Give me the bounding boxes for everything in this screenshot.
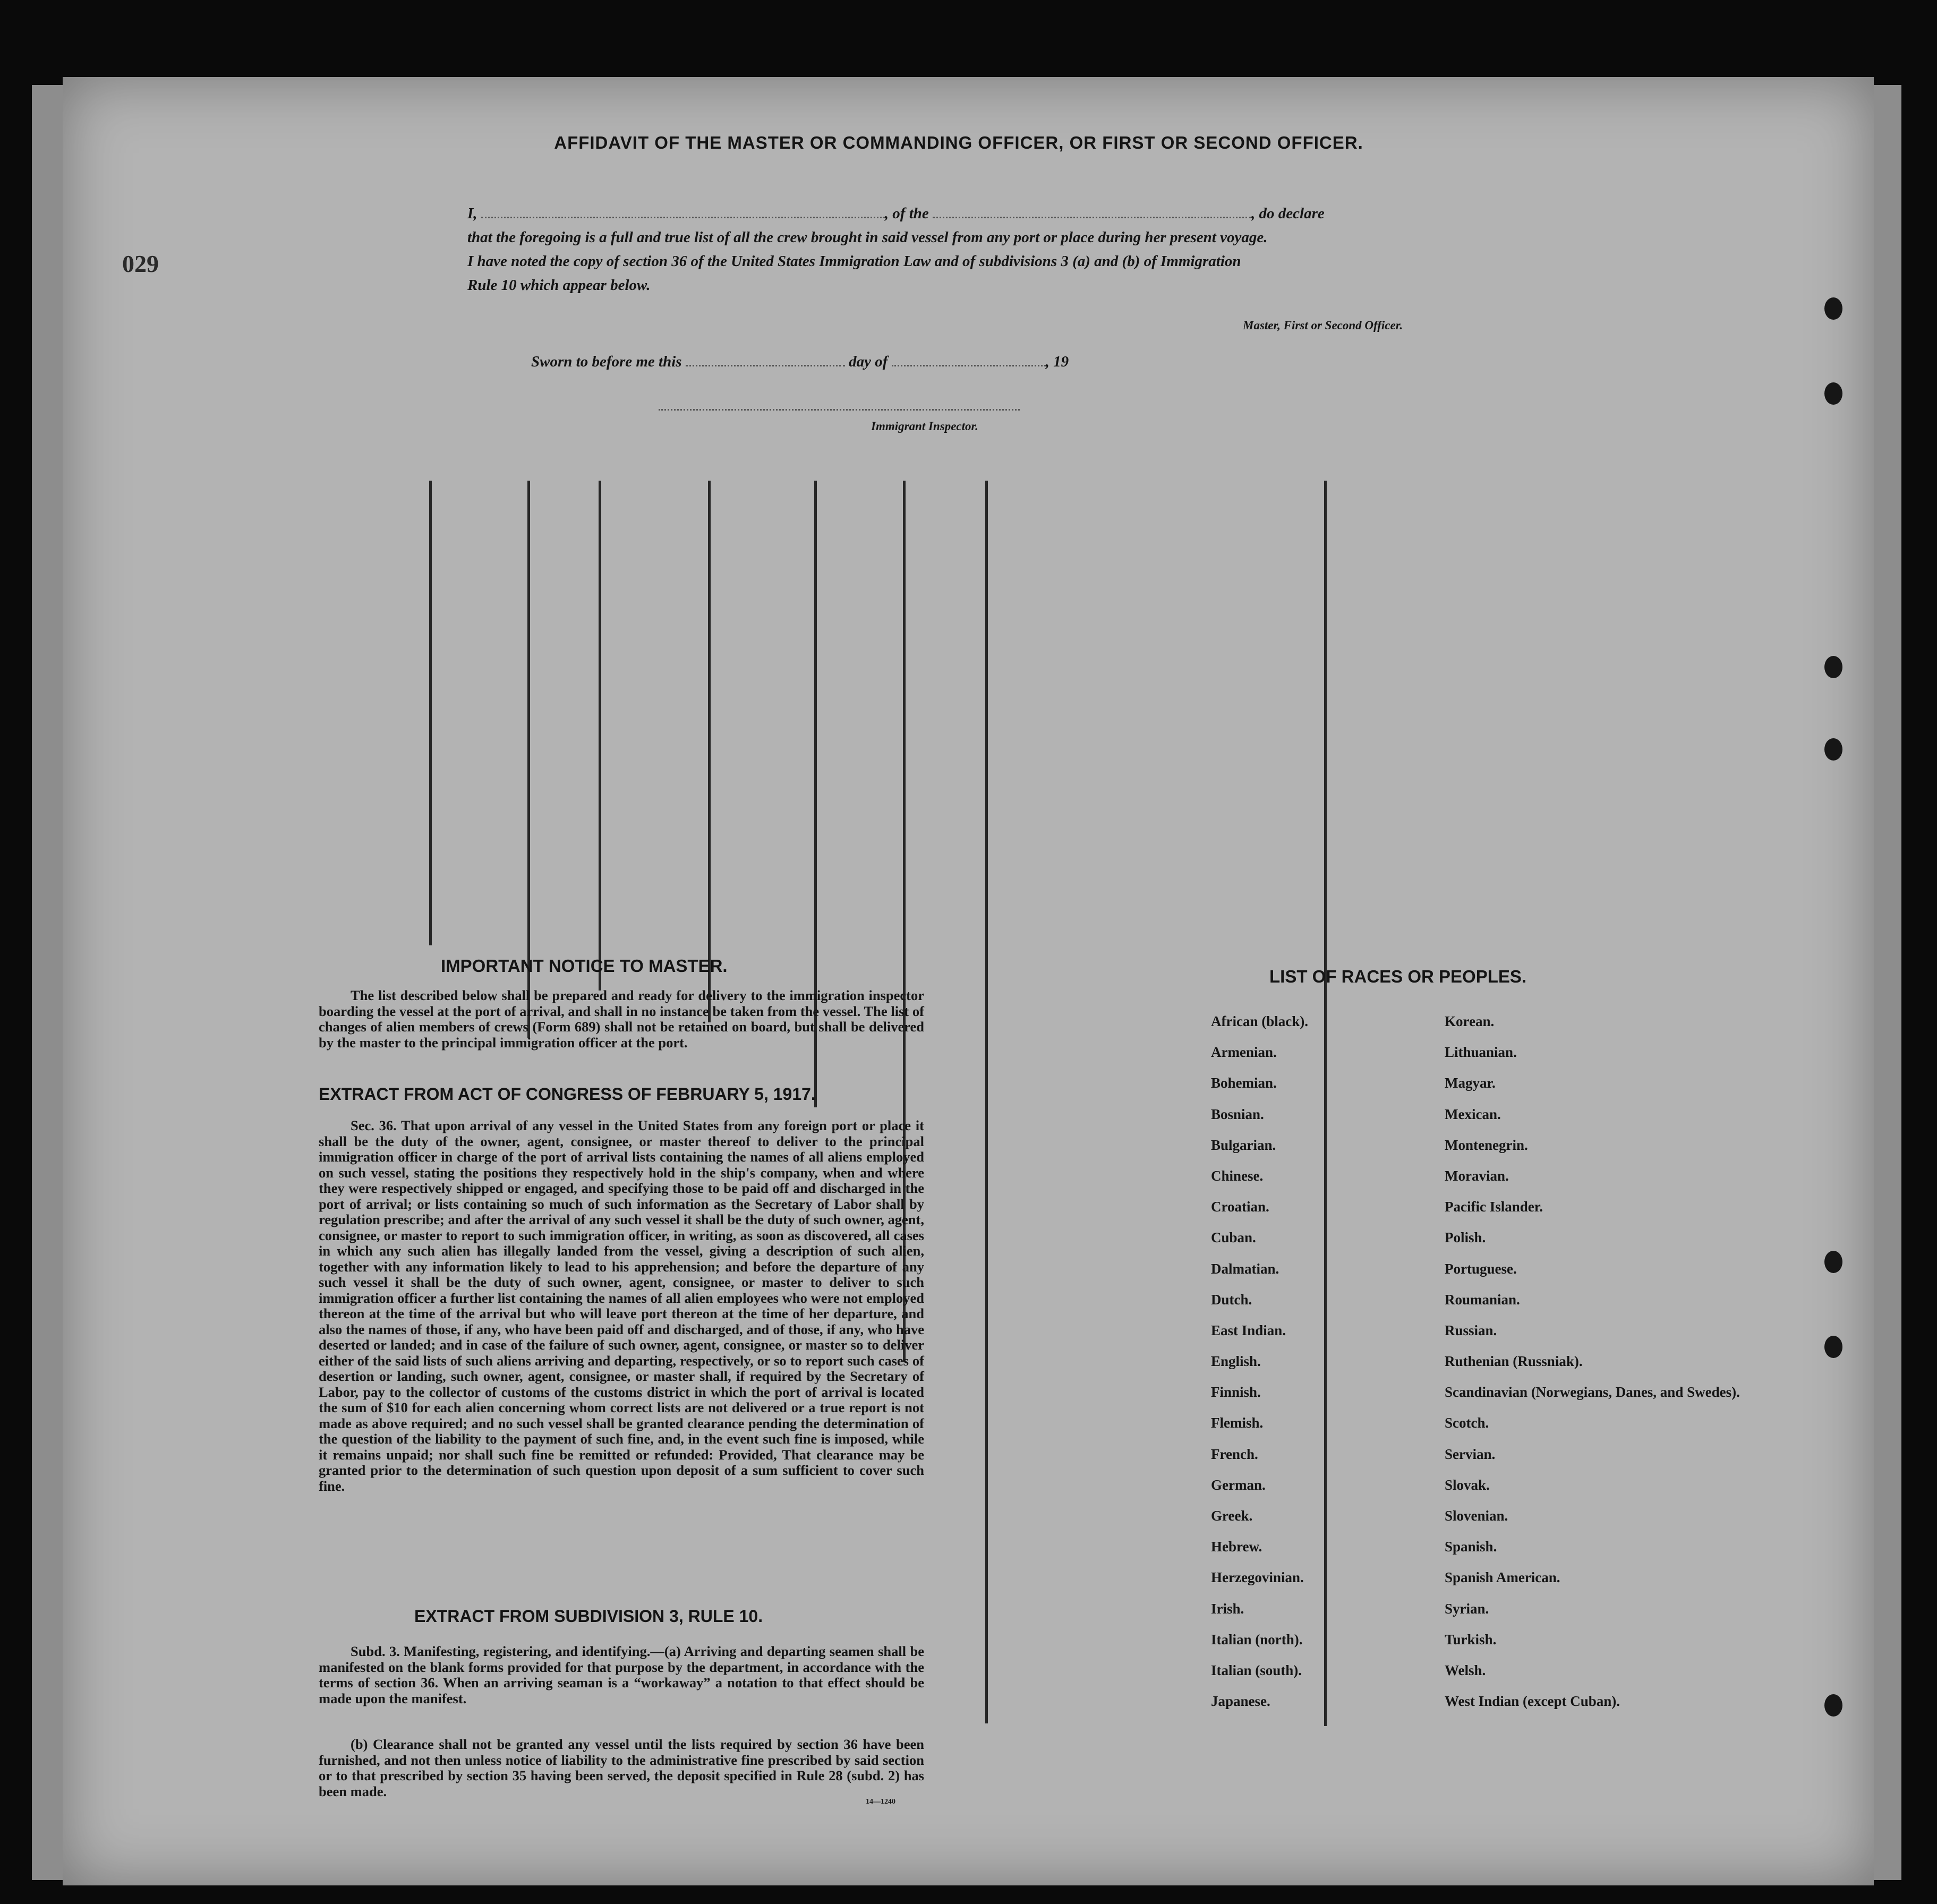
race-item: Lithuanian. [1445,1044,1517,1061]
race-item: Mexican. [1445,1106,1501,1122]
form-number: 14—1240 [866,1798,895,1806]
race-item: Syrian. [1445,1600,1489,1617]
declaration-line-4: Rule 10 which appear below. [467,277,651,294]
sworn-month-field[interactable] [892,353,1046,366]
race-item: East Indian. [1211,1322,1286,1338]
column-divider [985,481,988,1723]
sworn-day-field[interactable] [686,353,845,366]
affidavit-title: AFFIDAVIT OF THE MASTER OR COMMANDING OFFICER, OR FIRST OR SECOND OFFICER. [554,133,1363,152]
sworn-day-of: day of [849,353,888,370]
race-item: Montenegrin. [1445,1137,1528,1153]
declaration-do-declare: , do declare [1251,205,1325,222]
punch-hole [1824,1694,1842,1717]
column-divider [1324,481,1327,1726]
race-item: Finnish. [1211,1384,1261,1401]
declaration-i: I, [467,205,477,222]
signature-caption: Master, First or Second Officer. [1243,319,1403,332]
declaration-line-3: I have noted the copy of section 36 of the United States Immigration Law and of subdivisions 3 (a) and (b) of Immigration [467,253,1241,270]
race-item: English. [1211,1353,1261,1370]
race-item: Welsh. [1445,1662,1486,1678]
race-item: Servian. [1445,1446,1496,1462]
race-item: Russian. [1445,1322,1497,1338]
race-item: Chinese. [1211,1167,1264,1184]
subdivision-b-text: (b) Clearance shall not be granted any vessel until the lists required by section 36 have been furnished, and not then unless notice of liability to the administrative fine prescribed by said section or to that prescribed by section 35 having been served, the deposit specified in Rule 28 (subd. 2) has been made. [319,1736,924,1799]
race-item: Irish. [1211,1600,1244,1617]
act-extract-heading: EXTRACT FROM ACT OF CONGRESS OF FEBRUARY 5, 1917. [319,1085,816,1104]
punch-hole [1824,1251,1842,1273]
race-item: Italian (south). [1211,1662,1302,1678]
race-item: Armenian. [1211,1044,1277,1061]
column-divider [527,481,530,1038]
subdivision-a-text: Subd. 3. Manifesting, registering, and identifying.—(a) Arriving and departing seamen shall be manifested on the blank forms provided for that purpose by the department, in accordance with the terms of section 36. When an arriving seaman is a “workaway” a notation to that effect should be made upon the manifest. [319,1643,924,1706]
punch-hole [1824,382,1842,405]
race-item: Magyar. [1445,1075,1496,1091]
race-item: Polish. [1445,1230,1486,1246]
race-item: Greek. [1211,1508,1253,1524]
race-item: Dalmatian. [1211,1260,1279,1277]
stamp-number: 029 [122,250,159,277]
race-item: Italian (north). [1211,1631,1303,1647]
sworn-line [531,353,1069,371]
race-item: Turkish. [1445,1631,1497,1647]
column-divider [429,481,432,945]
race-item: Bulgarian. [1211,1137,1276,1153]
race-item: Ruthenian (Russniak). [1445,1353,1583,1370]
race-item: Slovak. [1445,1476,1490,1493]
race-item: German. [1211,1476,1266,1493]
race-item: Roumanian. [1445,1291,1520,1308]
inspector-caption: Immigrant Inspector. [871,420,978,433]
race-item: Spanish. [1445,1539,1497,1555]
race-item: Korean. [1445,1013,1495,1029]
race-item: Bohemian. [1211,1075,1277,1091]
races-right-column [1445,1013,1740,1724]
declaration-line-1 [467,202,1477,226]
declaration-of-the: , of the [884,205,929,222]
race-item: Hebrew. [1211,1539,1262,1555]
race-item: Flemish. [1211,1415,1264,1431]
races-left-column [1211,1013,1308,1724]
race-item: Slovenian. [1445,1508,1508,1524]
officer-name-field[interactable] [481,205,885,218]
column-divider [708,481,711,1022]
race-item: African (black). [1211,1013,1308,1029]
punch-hole [1824,656,1842,678]
race-item: Dutch. [1211,1291,1252,1308]
vessel-name-field[interactable] [933,205,1251,218]
section-36-text: Sec. 36. That upon arrival of any vessel in the United States from any foreign port or place it shall be the duty of the owner, agent, consignee, or master thereof to deliver to the principal immigration officer in charge of the port of arrival lists containing the names of all aliens employed on such vessel, stating the positions they respectively hold in the ship's company, when and where they were respectively shipped or engaged, and specifying those to be paid off and discharged in the port of arrival; or lists containing so much of such information as the Secretary of Labor shall by regulation prescribe; and after the arrival of any such vessel it shall be the duty of such owner, agent, consignee, or master to report to such immigration officer, in writing, as soon as discovered, all cases in which any such alien has illegally landed from the vessel, giving a description of such alien, together with any information likely to lead to his apprehension; and before the departure of any such vessel it shall be the duty of such owner, agent, consignee, or master to deliver to such immigration officer a further list containing the names of all alien employees who were not employed thereon at the time of the arrival but who will leave port thereon at the time of her departure, and also the names of those, if any, who have been paid off and discharged, and of those, if any, who have deserted or landed; and in case of the failure of such owner, agent, consignee, or master so to deliver either of the said lists of such aliens arriving and departing, respectively, or so to report such cases of desertion or landing, such owner, agent, consignee, or master shall, if required by the Secretary of Labor, pay to the collector of customs of the customs district in which the port of arrival is located the sum of $10 for each alien concerning whom correct lists are not delivered or a true report is not made as above required; and no such vessel shall be granted clearance pending the determination of the question of the liability to the payment of such fine, and, in the event such fine is imposed, while it remains unpaid; nor shall such fine be remitted or refunded: Provided, That clearance may be granted prior to the determination of such question upon deposit of a sum sufficient to cover such fine. [319,1117,924,1494]
column-divider [599,481,601,991]
punch-hole [1824,297,1842,320]
declaration-line-2: that the foregoing is a full and true list of all the crew brought in said vessel from any port or place during her present voyage. [467,229,1268,246]
punch-hole [1824,738,1842,761]
race-item: Portuguese. [1445,1260,1517,1277]
race-item: Bosnian. [1211,1106,1264,1122]
affidavit-declaration [467,202,1477,297]
race-item: Scandinavian (Norwegians, Danes, and Swedes). [1445,1384,1740,1401]
race-item: Cuban. [1211,1230,1256,1246]
race-item: Croatian. [1211,1199,1269,1215]
race-item: Scotch. [1445,1415,1489,1431]
race-item: Japanese. [1211,1693,1270,1710]
rule-extract-heading: EXTRACT FROM SUBDIVISION 3, RULE 10. [414,1607,763,1626]
race-item: Moravian. [1445,1167,1509,1184]
sworn-prefix: Sworn to before me this [531,353,682,370]
punch-hole [1824,1336,1842,1358]
races-heading: LIST OF RACES OR PEOPLES. [1269,967,1527,986]
inspector-signature-line[interactable] [659,409,1020,411]
notice-heading: IMPORTANT NOTICE TO MASTER. [441,956,728,976]
race-item: Pacific Islander. [1445,1199,1543,1215]
race-item: West Indian (except Cuban). [1445,1693,1620,1710]
race-item: French. [1211,1446,1258,1462]
sworn-year: , 19 [1045,353,1069,370]
notice-text: The list described below shall be prepared and ready for delivery to the immigration inspector boarding the vessel at the port of arrival, and shall in no instance be taken from the vessel. The list of changes of alien members of crews (Form 689) shall not be retained on board, but shall be delivered by the master to the principal immigration officer at the port. [319,987,924,1051]
race-item: Spanish American. [1445,1569,1560,1586]
race-item: Herzegovinian. [1211,1569,1304,1586]
